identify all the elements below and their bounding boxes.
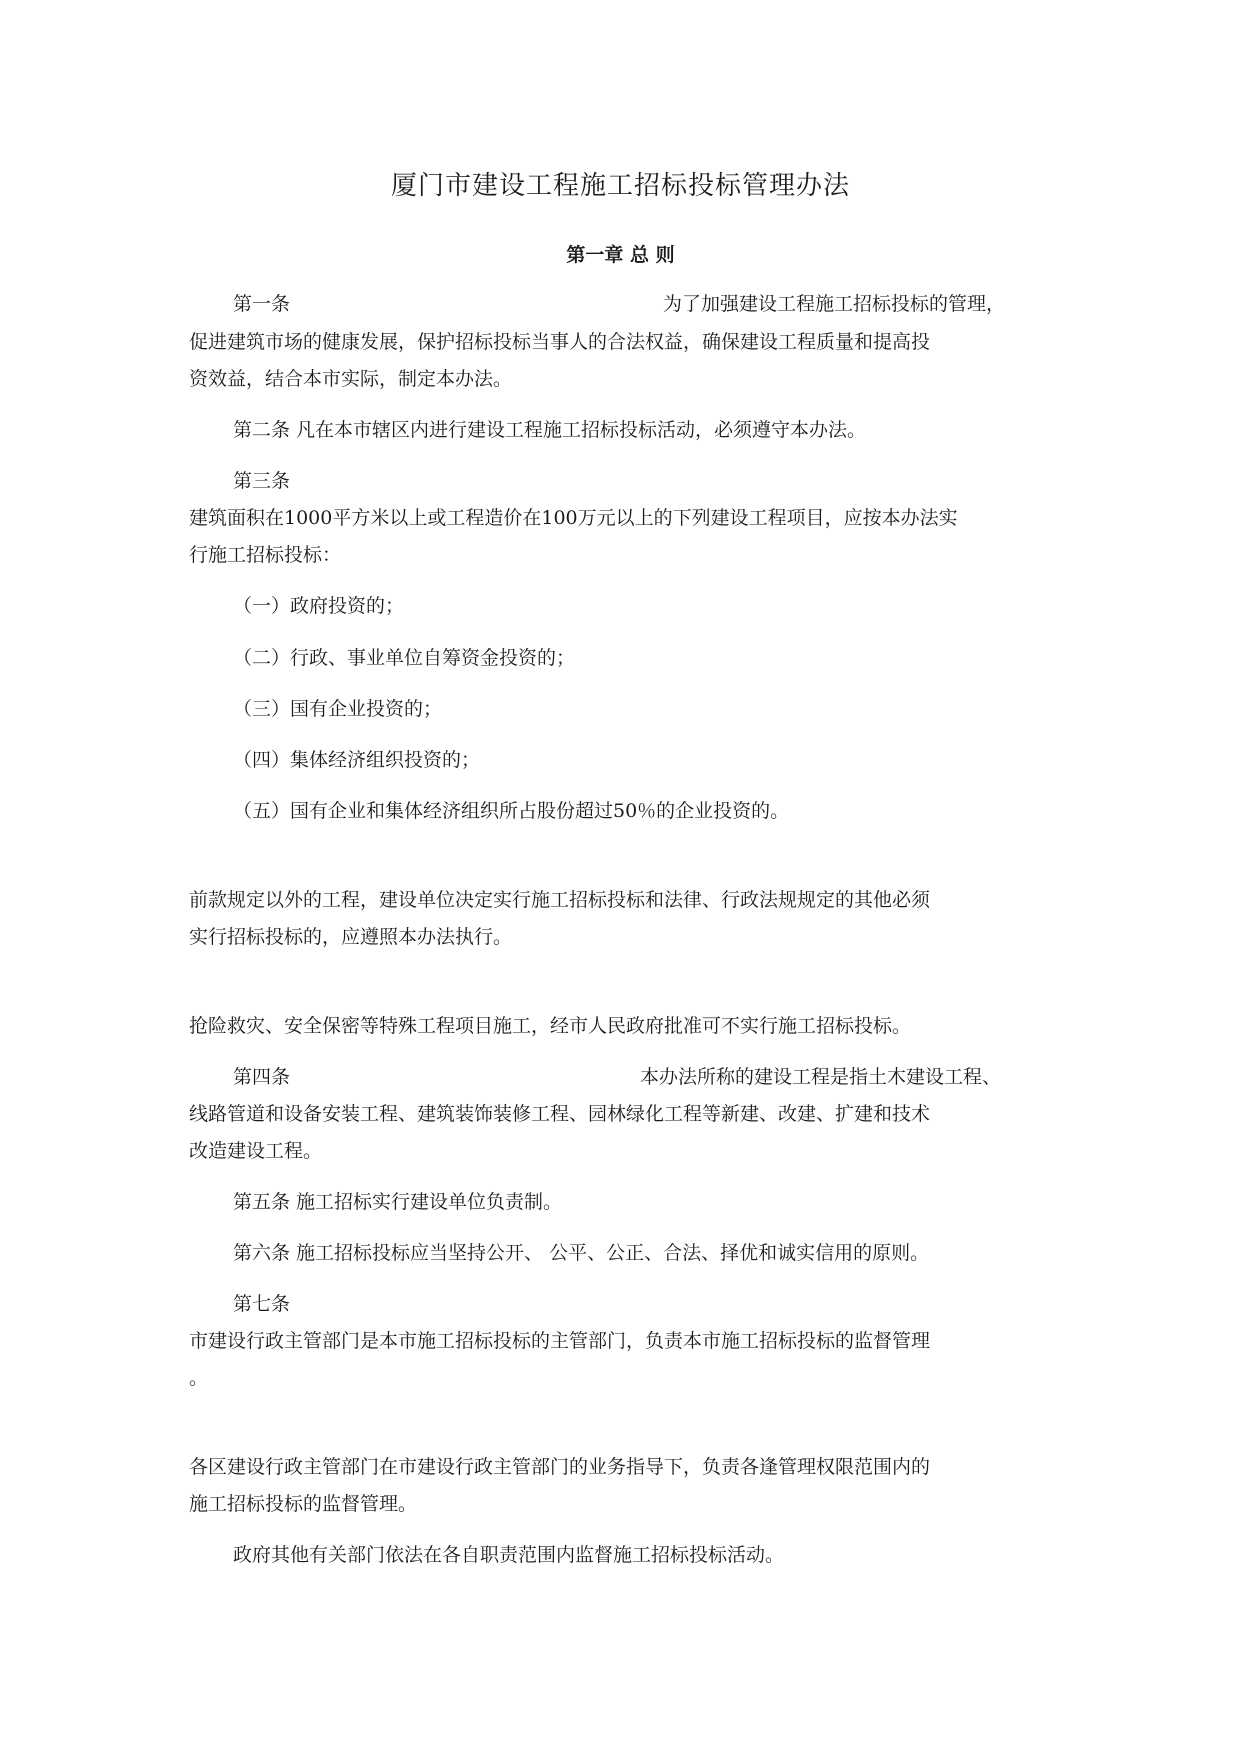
list-item: （四）集体经济组织投资的； [233,749,481,771]
article-1-text: 为了加强建设工程施工招标投标的管理， [663,293,1006,315]
body-line: 线路管道和设备安装工程、建筑装饰装修工程、园林绿化工程等新建、改建、扩建和技术 [189,1103,931,1125]
body-line: 各区建设行政主管部门在市建设行政主管部门的业务指导下，负责各逢管理权限范围内的 [189,1456,931,1478]
chapter-heading: 第一章 总 则 [566,244,675,266]
article-6: 第六条 施工招标投标应当坚持公开、 公平、公正、合法、择优和诚实信用的原则。 [233,1242,930,1264]
body-line: 。 [189,1367,209,1389]
article-1-label: 第一条 [233,293,291,315]
list-item: （一）政府投资的； [233,595,405,617]
list-item: （三）国有企业投资的； [233,698,443,720]
article-5: 第五条 施工招标实行建设单位负责制。 [233,1191,563,1213]
body-line: 建筑面积在1000平方米以上或工程造价在100万元以上的下列建设工程项目，应按本办法实 [189,507,958,529]
body-line: 促进建筑市场的健康发展，保护招标投标当事人的合法权益，确保建设工程质量和提高投 [189,331,931,353]
document-title: 厦门市建设工程施工招标投标管理办法 [390,171,850,201]
body-line: 施工招标投标的监督管理。 [189,1493,418,1515]
body-line: 资效益，结合本市实际，制定本办法。 [189,368,513,390]
body-line: 抢险救灾、安全保密等特殊工程项目施工，经市人民政府批准可不实行施工招标投标。 [189,1015,912,1037]
article-2: 第二条 凡在本市辖区内进行建设工程施工招标投标活动，必须遵守本办法。 [233,419,867,441]
body-line: 改造建设工程。 [189,1140,323,1162]
body-line: 行施工招标投标： [189,544,342,566]
list-item: （五）国有企业和集体经济组织所占股份超过50％的企业投资的。 [233,800,790,822]
article-4-label: 第四条 [233,1066,291,1088]
body-line: 市建设行政主管部门是本市施工招标投标的主管部门，负责本市施工招标投标的监督管理 [189,1330,931,1352]
article-7-label: 第七条 [233,1293,291,1315]
body-line: 实行招标投标的，应遵照本办法执行。 [189,926,513,948]
article-4-text: 本办法所称的建设工程是指土木建设工程、 [640,1066,1002,1088]
body-line: 政府其他有关部门依法在各自职责范围内监督施工招标投标活动。 [233,1544,785,1566]
article-3-label: 第三条 [233,470,291,492]
body-line: 前款规定以外的工程，建设单位决定实行施工招标投标和法律、行政法规规定的其他必须 [189,889,931,911]
list-item: （二）行政、事业单位自筹资金投资的； [233,647,576,669]
